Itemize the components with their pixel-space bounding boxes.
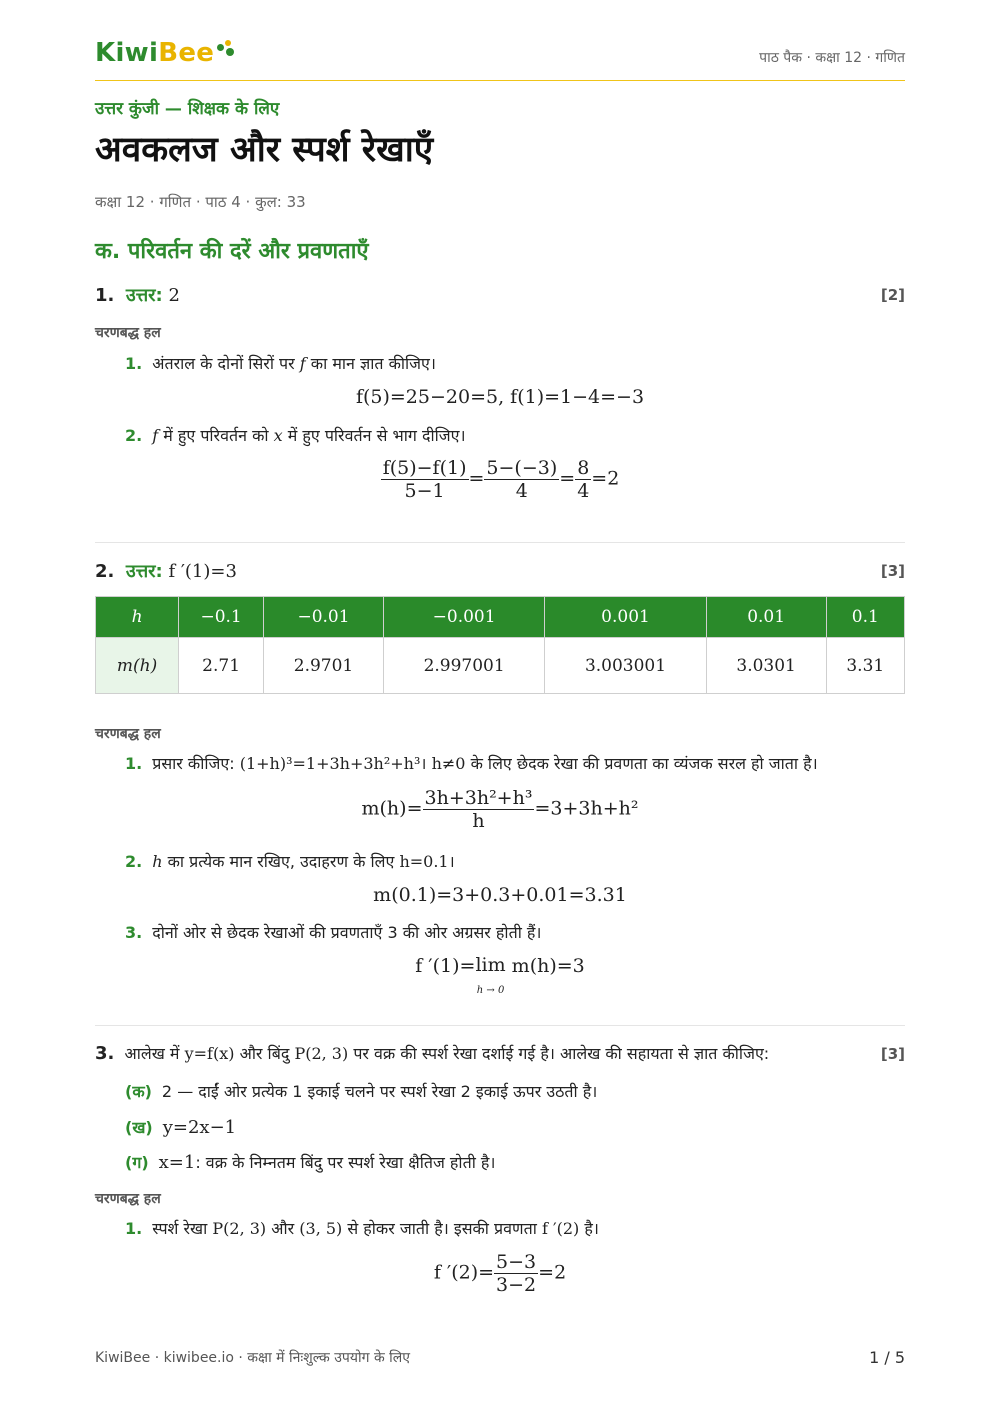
page-footer xyxy=(95,1348,905,1367)
equation-lhs: f ′(1)= xyxy=(415,955,476,977)
fraction-numerator: 8 xyxy=(577,457,590,479)
table-cell: 3.31 xyxy=(826,638,904,694)
table-cell: 2.9701 xyxy=(264,638,384,694)
math-expression: y=f(x) xyxy=(184,1044,235,1063)
logo-kiwi-text: Kiwi xyxy=(95,38,159,68)
step-text: स्पर्श रेखा xyxy=(152,1219,208,1238)
q1-equation-1: f(5)=25−20=5, f(1)=1−4=−3 xyxy=(355,386,645,408)
question-number: 3. xyxy=(95,1043,115,1064)
table-cell: 3.0301 xyxy=(706,638,826,694)
fraction-numerator: 5−(−3) xyxy=(486,457,558,479)
table-header-cell: −0.1 xyxy=(179,597,264,638)
part-text: : वक्र के निम्नतम बिंदु पर स्पर्श रेखा क्षैतिज होती है। xyxy=(195,1153,496,1172)
q2-equation-3 xyxy=(95,955,905,999)
q2-step-2: 2. h का प्रत्येक मान रखिए, उदाहरण के लिए h=0.1। xyxy=(125,852,455,871)
equation-lhs: f ′(2)= xyxy=(433,1261,495,1284)
secant-slope-table xyxy=(95,596,905,694)
step-text: । xyxy=(448,852,455,871)
q3-part-c xyxy=(125,1151,495,1173)
q3-part-b xyxy=(125,1116,236,1138)
q3-equation-1 xyxy=(95,1251,905,1296)
table-row xyxy=(96,638,905,694)
step-text: में हुए परिवर्तन को xyxy=(163,426,269,445)
math-expression: P(2, 3) xyxy=(212,1219,267,1238)
q3-step-1: 1. स्पर्श रेखा P(2, 3) और (3, 5) से होकर जाती है। इसकी प्रवणता f ′(2) है। xyxy=(125,1219,599,1238)
page-title: अवकलज और स्पर्श रेखाएँ xyxy=(95,130,434,170)
limit-operator: lim xyxy=(475,954,506,976)
fraction-numerator: f(5)−f(1) xyxy=(382,457,467,479)
table-cell: m(h) xyxy=(96,638,179,694)
math-expression: (3, 5) xyxy=(299,1219,343,1238)
step-text: है। xyxy=(584,1219,599,1238)
q2-step-1: 1. प्रसार कीजिए: (1+h)³=1+3h+3h²+h³। h≠0 के लिए छेदक रेखा की प्रवणता का व्यंजक सरल हो जाता है। xyxy=(125,754,818,773)
equation-result: =2 xyxy=(591,467,620,490)
page-header xyxy=(95,38,905,81)
question-text: आलेख में xyxy=(124,1044,180,1063)
step-text: का मान ज्ञात कीजिए। xyxy=(310,354,436,373)
answer-label: उत्तर: xyxy=(125,561,163,582)
part-label: (क) xyxy=(125,1082,152,1101)
math-expression: h≠0 xyxy=(431,754,466,773)
steps-heading: चरणबद्ध हल xyxy=(95,726,161,742)
question-2-answer xyxy=(95,559,237,583)
math-var: h xyxy=(152,852,163,871)
table-header-row xyxy=(96,597,905,638)
page-kicker: उत्तर कुंजी — शिक्षक के लिए xyxy=(95,99,280,119)
equation-rhs: =3+3h+h² xyxy=(534,797,639,820)
question-text: और बिंदु xyxy=(239,1044,290,1063)
question-1-answer xyxy=(95,283,180,307)
table-header-cell: 0.01 xyxy=(706,597,826,638)
math-var: x xyxy=(273,426,283,445)
logo-dots-icon xyxy=(217,38,235,58)
table-header-cell: −0.01 xyxy=(264,597,384,638)
marks-badge: [2] xyxy=(880,286,905,304)
step-text: और xyxy=(271,1219,295,1238)
q2-step-3: 3. दोनों ओर से छेदक रेखाओं की प्रवणताएँ 3 की ओर अग्रसर होती हैं। xyxy=(125,923,542,942)
question-3-prompt xyxy=(95,1042,769,1064)
q1-step-1: 1. अंतराल के दोनों सिरों पर f का मान ज्ञात कीजिए। xyxy=(125,354,436,373)
table-header-cell: 0.001 xyxy=(545,597,706,638)
fraction-denominator: 3−2 xyxy=(496,1274,537,1296)
logo-bee-text: Bee xyxy=(158,38,215,68)
divider xyxy=(95,542,905,543)
table-header-cell: h xyxy=(96,597,179,638)
marks-badge: [3] xyxy=(880,1045,905,1063)
math-var: f xyxy=(152,426,159,445)
fraction-numerator: 5−3 xyxy=(496,1251,537,1273)
q2-equation-2: m(0.1)=3+0.3+0.01=3.31 xyxy=(373,884,627,906)
footer-text: KiwiBee · kiwibee.io · कक्षा में निःशुल्क उपयोग के लिए xyxy=(95,1350,411,1366)
answer-key-page xyxy=(95,0,905,1413)
fraction-denominator: 4 xyxy=(577,480,590,502)
part-text: 2 — दाईं ओर प्रत्येक 1 इकाई चलने पर स्पर्श रेखा 2 इकाई ऊपर उठती है। xyxy=(161,1082,598,1101)
fraction-denominator: 4 xyxy=(515,480,528,502)
equation-lhs: m(h)= xyxy=(361,797,423,820)
math-expression: P(2, 3) xyxy=(294,1044,349,1063)
step-text: का प्रत्येक मान रखिए, उदाहरण के लिए xyxy=(167,852,395,871)
fraction-denominator: 5−1 xyxy=(404,480,445,502)
math-var: f xyxy=(299,354,306,373)
math-expression: (1+h)³=1+3h+3h²+h³ xyxy=(239,754,421,773)
kiwibee-logo xyxy=(95,38,235,68)
q2-equation-1 xyxy=(95,787,905,832)
divider xyxy=(95,1025,905,1026)
part-label: (ख) xyxy=(125,1118,153,1137)
part-label: (ग) xyxy=(125,1153,149,1172)
equation-rhs: =2 xyxy=(538,1261,567,1284)
step-text: के लिए छेदक रेखा की प्रवणता का व्यंजक सरल हो जाता है। xyxy=(470,754,818,773)
math-expression: h=0.1 xyxy=(399,852,449,871)
table-header-cell: 0.1 xyxy=(826,597,904,638)
q1-equation-2: $\frac{f(5)-f(1)}{5-1}$ = $\frac{5-(-3)}{4}$ = $\frac{8}{4}$ =2 xyxy=(382,457,620,502)
step-text: दोनों ओर से छेदक रेखाओं की प्रवणताएँ 3 की ओर अग्रसर होती हैं। xyxy=(152,923,542,942)
question-text: पर वक्र की स्पर्श रेखा दर्शाई गई है। आलेख की सहायता से ज्ञात कीजिए: xyxy=(353,1044,770,1063)
fraction-denominator: h xyxy=(472,810,485,832)
q1-step-2: 2. f में हुए परिवर्तन को x में हुए परिवर्तन से भाग दीजिए। xyxy=(125,426,466,445)
question-number: 1. xyxy=(95,285,115,306)
table-cell: 2.997001 xyxy=(383,638,544,694)
table-cell: 2.71 xyxy=(179,638,264,694)
step-text: प्रसार कीजिए: xyxy=(152,754,235,773)
table-cell: 3.003001 xyxy=(545,638,706,694)
header-meta: पाठ पैक · कक्षा 12 · गणित xyxy=(759,50,905,66)
page-subtitle: कक्षा 12 · गणित · पाठ 4 · कुल: 33 xyxy=(95,193,306,211)
equation-rhs: m(h)=3 xyxy=(511,955,585,977)
limit-subscript: h → 0 xyxy=(476,984,505,996)
step-text: अंतराल के दोनों सिरों पर xyxy=(152,354,295,373)
answer-label: उत्तर: xyxy=(125,285,163,306)
answer-value: 2 xyxy=(168,285,180,306)
steps-heading: चरणबद्ध हल xyxy=(95,325,161,341)
step-text: । xyxy=(420,754,427,773)
step-text: से होकर जाती है। इसकी प्रवणता xyxy=(347,1219,537,1238)
math-expression: x=1 xyxy=(158,1152,196,1173)
marks-badge: [3] xyxy=(880,562,905,580)
q3-part-a xyxy=(125,1080,597,1102)
math-expression: y=2x−1 xyxy=(162,1117,237,1138)
step-text: में हुए परिवर्तन से भाग दीजिए। xyxy=(287,426,466,445)
answer-value: f ′(1)=3 xyxy=(168,561,237,582)
section-heading-a: क. परिवर्तन की दरें और प्रवणताएँ xyxy=(95,239,369,264)
question-number: 2. xyxy=(95,561,115,582)
page-number: 1 / 5 xyxy=(869,1348,905,1367)
math-expression: f ′(2) xyxy=(541,1219,580,1238)
fraction-numerator: 3h+3h²+h³ xyxy=(424,787,533,809)
table-header-cell: −0.001 xyxy=(383,597,544,638)
steps-heading: चरणबद्ध हल xyxy=(95,1191,161,1207)
